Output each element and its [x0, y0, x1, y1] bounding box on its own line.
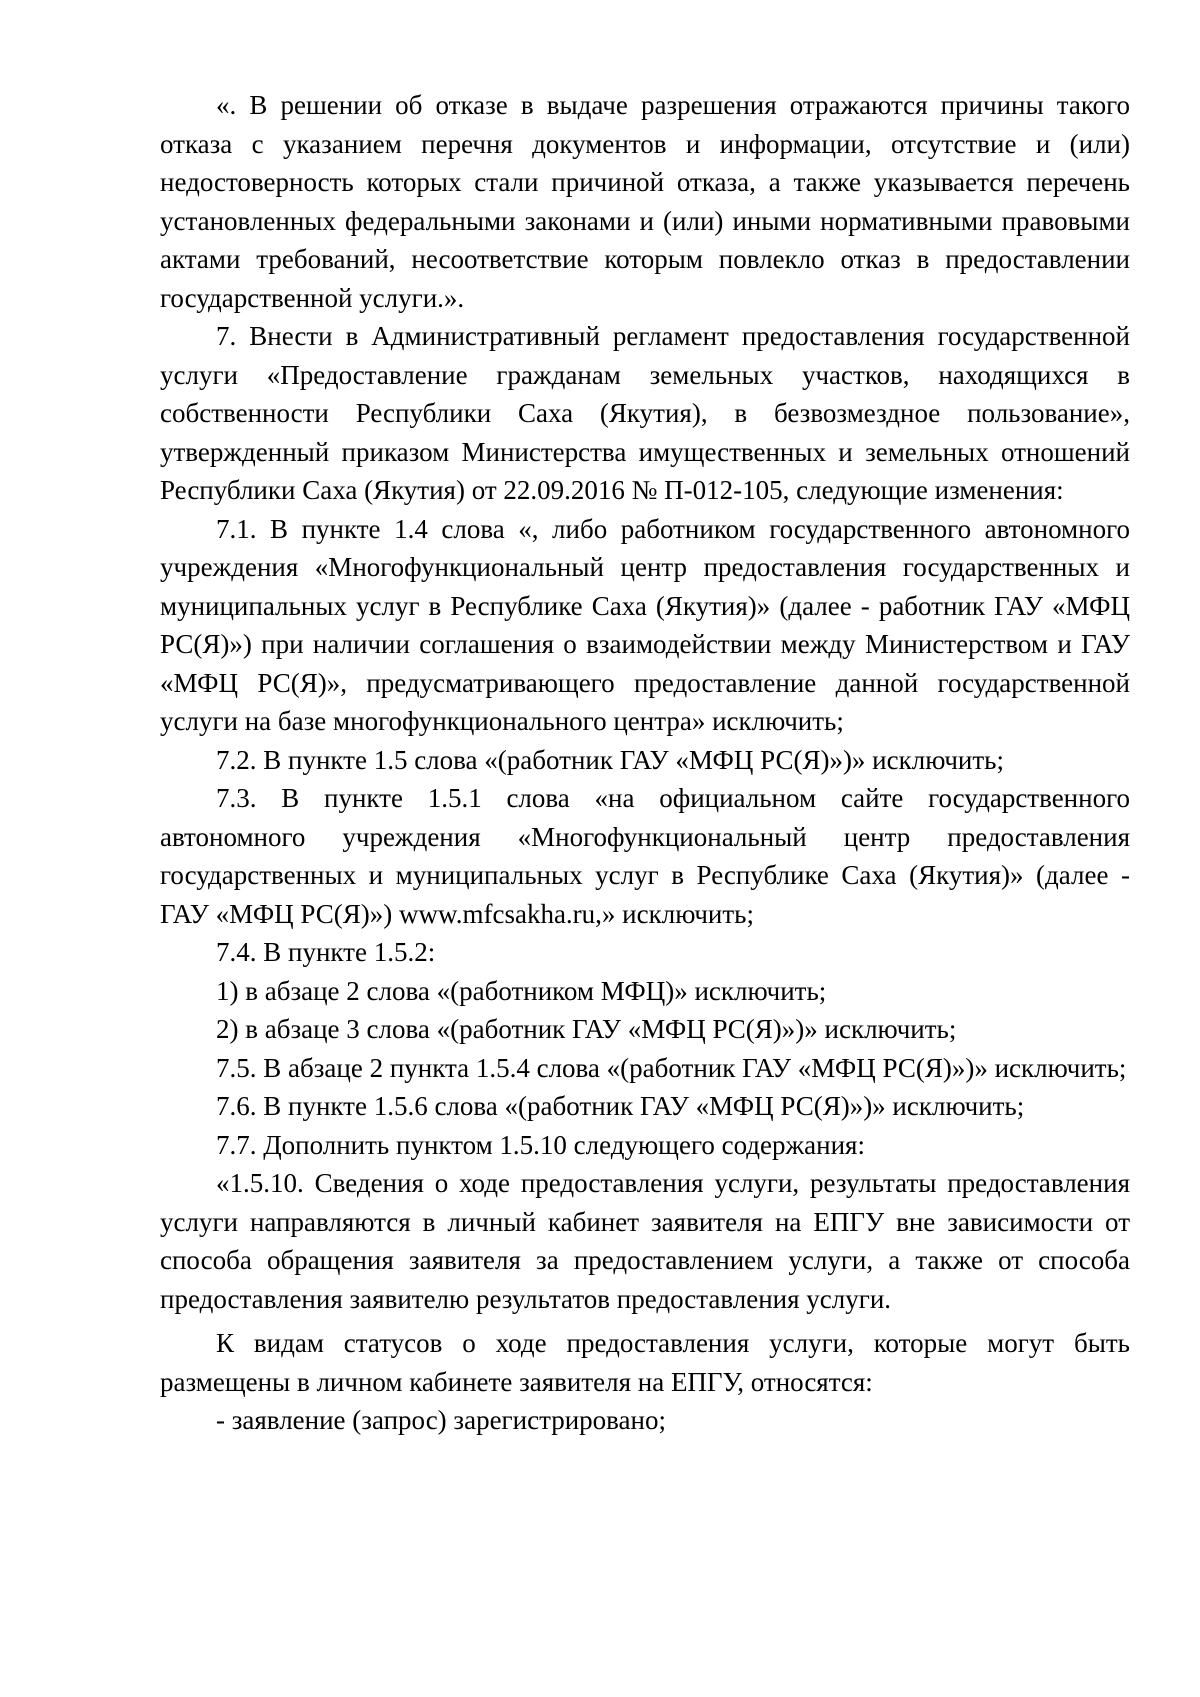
paragraph-item-7-5: 7.5. В абзаце 2 пункта 1.5.4 слова «(работник ГАУ «МФЦ РС(Я)»)» исключить;	[216, 1052, 1127, 1083]
paragraph-item-7-6: 7.6. В пункте 1.5.6 слова «(работник ГАУ «МФЦ РС(Я)»)» исключить;	[216, 1091, 1025, 1121]
paragraph-status-registered: - заявление (запрос) зарегистрировано;	[216, 1405, 666, 1435]
paragraph-item-7-4-sub-2: 2) в абзаце 3 слова «(работник ГАУ «МФЦ РС(Я)»)» исключить;	[216, 1014, 957, 1044]
paragraph-item-7-2: 7.2. В пункте 1.5 слова «(работник ГАУ «МФЦ РС(Я)»)» исключить;	[216, 744, 1004, 775]
paragraph-item-7-4-sub-1: 1) в абзаце 2 слова «(работником МФЦ)» исключить;	[216, 975, 827, 1006]
paragraph-item-7-4: 7.4. В пункте 1.5.2:	[216, 937, 436, 967]
document-body	[160, 86, 1130, 1440]
paragraph-item-7-3: 7.3. В пункте 1.5.1 слова «на официальном сайте государственного автономного учреждения «Многофункциональный центр предоставления государственных и муниципальных услуг в Республике Саха (Якутия)» (далее - ГАУ «МФЦ РС(Я)») www.mfcsakha.ru,» исключить;	[160, 783, 1130, 929]
paragraph-item-7-7: 7.7. Дополнить пунктом 1.5.10 следующего содержания:	[216, 1129, 865, 1160]
paragraph-item-7-1: 7.1. В пункте 1.4 слова «, либо работником государственного автономного учреждения «Многофункциональный центр предоставления государственных и муниципальных услуг в Республике Саха (Якутия)» (далее - работник ГАУ «МФЦ РС(Я)») при наличии соглашения о взаимодействии между Министерством и ГАУ «МФЦ РС(Я)», предусматривающего предоставление данной государственной услуги на базе многофункционального центра» исключить;	[160, 513, 1130, 736]
paragraph-refusal-reasons: «. В решении об отказе в выдаче разрешения отражаются причины такого отказа с указанием перечня документов и информации, отсутствие и (или) недостоверность которых стали причиной отказа, а также указывается перечень установленных федеральными законами и (или) иными нормативными правовыми актами требований, несоответствие которым повлекло отказ в предоставлении государственной услуги.».	[160, 90, 1130, 313]
paragraph-status-types: К видам статусов о ходе предоставления услуги, которые могут быть размещены в личном кабинете заявителя на ЕПГУ, относятся:	[160, 1328, 1130, 1397]
paragraph-item-7: 7. Внести в Административный регламент предоставления государственной услуги «Предоставление гражданам земельных участков, находящихся в собственности Республики Саха (Якутия), в безвозмездное пользование», утвержденный приказом Министерства имущественных и земельных отношений Республики Саха (Якутия) от 22.09.2016 № П-012-105, следующие изменения:	[160, 321, 1130, 505]
paragraph-item-1-5-10: «1.5.10. Сведения о ходе предоставления услуги, результаты предоставления услуги направляются в личный кабинет заявителя на ЕПГУ вне зависимости от способа обращения заявителя за предоставлением услуги, а также от способа предоставления заявителю результатов предоставления услуги.	[160, 1168, 1130, 1314]
